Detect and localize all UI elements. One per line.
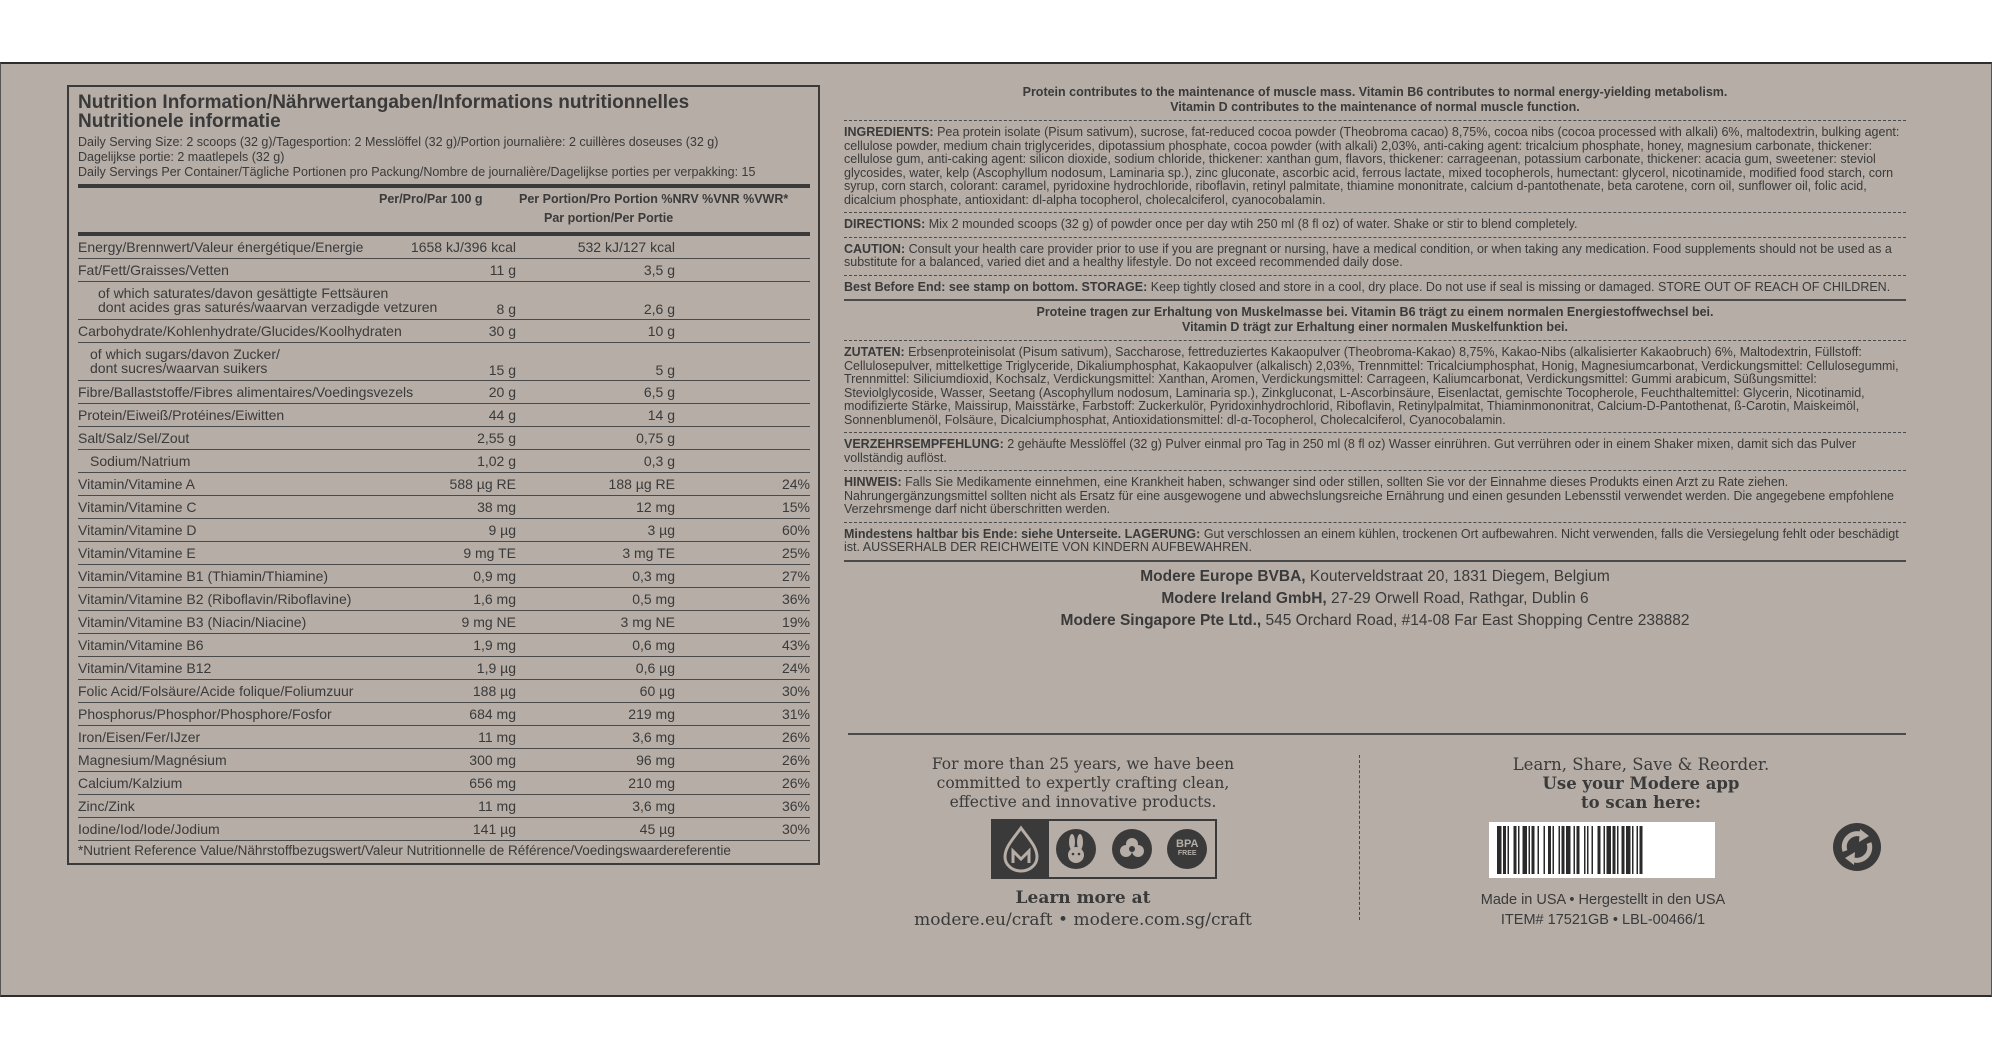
- serving-size: Daily Serving Size: 2 scoops (32 g)/Tagesportion: 2 Messlöffel (32 g)/Portion journalière: 2 cuillères doseuses (32 g): [78, 135, 719, 149]
- barcode-bar: [1514, 826, 1517, 874]
- nutrient-label: Magnesium/Magnésium: [78, 752, 227, 768]
- nutrient-label: Vitamin/Vitamine E: [78, 545, 196, 561]
- value-per-portion: 5 g: [655, 362, 675, 378]
- recycle-icon: [1831, 821, 1883, 873]
- table-row: [78, 343, 810, 381]
- value-per-portion: 3 mg NE: [620, 614, 675, 630]
- header-per100: Per/Pro/Par 100 g: [379, 192, 483, 206]
- value-per-100g: 188 µg: [472, 683, 516, 699]
- table-row: [78, 795, 810, 818]
- info-panel: [844, 85, 1906, 632]
- table-header: [78, 188, 810, 236]
- value-per-portion: 3,5 g: [643, 262, 675, 278]
- craft-urls[interactable]: modere.eu/craft • modere.com.sg/craft: [914, 910, 1252, 930]
- barcode-bar: [1562, 826, 1565, 874]
- value-per-100g: 684 mg: [469, 706, 516, 722]
- value-per-portion: 0,75 g: [636, 430, 675, 446]
- value-per-portion: 6,5 g: [643, 384, 675, 400]
- craft-statement: [908, 755, 1258, 812]
- caution-en: CAUTION: Consult your health care provider prior to use if you are pregnant or nursing, have a medical condition, or when taking any medication. Food supplements should not be used as a substitute for a balanced, varied diet and a healthy lifestyle. Do not exceed recommended daily dose.: [844, 241, 1892, 269]
- nutrient-label: Phosphorus/Phosphor/Phosphore/Fosfor: [78, 706, 332, 722]
- modere-logo-icon: [993, 821, 1049, 877]
- value-per-portion: 3,6 mg: [632, 729, 675, 745]
- value-per-100g: 1,6 mg: [473, 591, 516, 607]
- value-nrv: 26%: [781, 752, 810, 768]
- claim-line: Vitamin D trägt zur Erhaltung einer normalen Muskelfunktion bei.: [1182, 320, 1568, 334]
- barcode-bar: [1508, 826, 1510, 874]
- table-row: [78, 542, 810, 565]
- learn-more: [908, 887, 1258, 931]
- nutrient-label: Salt/Salz/Sel/Zout: [78, 430, 190, 446]
- value-nrv: 60%: [781, 522, 810, 538]
- table-row: [78, 634, 810, 657]
- origin-info: [1378, 890, 1828, 930]
- nutrient-label: Vitamin/Vitamine C: [78, 499, 197, 515]
- value-per-100g: 588 µg RE: [449, 476, 516, 492]
- storage-en: Best Before End: see stamp on bottom. STORAGE: Keep tightly closed and store in a cool, dry place. Do not use if seal is missing or damaged. STORE OUT OF REACH OF CHILDREN.: [844, 279, 1891, 294]
- table-row: [78, 404, 810, 427]
- value-per-100g: 11 mg: [478, 729, 516, 745]
- value-per-100g: 0,9 mg: [473, 568, 516, 584]
- barcode-bar: [1574, 826, 1576, 874]
- nutrient-label: Energy/Brennwert/Valeur énergétique/Energie: [78, 239, 364, 255]
- table-row: [78, 320, 810, 343]
- table-row: [78, 703, 810, 726]
- address-ireland: Modere Ireland GmbH, 27-29 Orwell Road, Rathgar, Dublin 6: [1161, 589, 1589, 607]
- nutrient-label: Vitamin/Vitamine B1 (Thiamin/Thiamine): [78, 568, 329, 584]
- table-row: [78, 282, 810, 320]
- table-row: [78, 519, 810, 542]
- value-per-portion: 2,6 g: [643, 301, 675, 317]
- nutrient-label: Zinc/Zink: [78, 798, 135, 814]
- nutrient-label: Iron/Eisen/Fer/IJzer: [78, 729, 201, 745]
- address-singapore: Modere Singapore Pte Ltd., 545 Orchard Road, #14-08 Far East Shopping Centre 238882: [1060, 611, 1690, 629]
- nutrient-label: Vitamin/Vitamine B3 (Niacin/Niacine): [78, 614, 307, 630]
- value-nrv: 24%: [781, 660, 810, 676]
- table-row: [78, 611, 810, 634]
- value-per-100g: 9 µg: [488, 522, 516, 538]
- value-per-100g: 30 g: [488, 323, 516, 339]
- table-row: [78, 496, 810, 519]
- value-nrv: 30%: [781, 683, 810, 699]
- nutrient-label: Vitamin/Vitamine D: [78, 522, 197, 538]
- app-line: Learn, Share, Save & Reorder.: [1512, 755, 1770, 774]
- barcode-bar: [1626, 826, 1631, 874]
- health-claims-de: [844, 305, 1906, 335]
- barcode-bar: [1592, 826, 1594, 874]
- nutrient-label: Iodine/Iod/Iode/Jodium: [78, 821, 220, 837]
- barcode-bar: [1518, 826, 1520, 874]
- value-nrv: 36%: [781, 798, 810, 814]
- table-row: [78, 450, 810, 473]
- made-in: Made in USA • Hergestellt in den USA: [1480, 892, 1726, 908]
- value-per-portion: 532 kJ/127 kcal: [577, 239, 675, 255]
- barcode-bar: [1584, 826, 1586, 874]
- value-per-portion: 219 mg: [628, 706, 675, 722]
- table-row: [78, 749, 810, 772]
- value-per-portion: 0,5 mg: [632, 591, 675, 607]
- serving-info: [78, 135, 810, 180]
- value-per-portion: 3 µg: [647, 522, 675, 538]
- nutrition-title: Nutrition Information/Nährwertangaben/Informations nutritionnelles: [78, 92, 690, 113]
- value-per-100g: 20 g: [488, 384, 516, 400]
- barcode[interactable]: [1489, 822, 1715, 878]
- app-line: to scan here:: [1581, 793, 1701, 812]
- serving-size-nl: Dagelijkse portie: 2 maatlepels (32 g): [78, 150, 285, 164]
- table-row: [78, 236, 810, 259]
- value-per-portion: 0,6 µg: [635, 660, 675, 676]
- barcode-bar: [1622, 826, 1625, 874]
- hinweis-de: HINWEIS: Falls Sie Medikamente einnehmen, eine Krankheit haben, schwanger sind oder stillen, sollten Sie vor der Einnahme dieses Produkts einen Arzt zu Rate ziehen. Nahrungergänzungsmittel sollten nicht als Ersatz für eine ausgewogene und abwechslungsreiche Ernährung und einen gesunden Lebensstil verwendet werden. Die angegebene empfohlene Verzehrsmenge darf nicht überschritten werden.: [844, 475, 1895, 516]
- barcode-bar: [1566, 826, 1571, 874]
- app-line: Use your Modere app: [1542, 774, 1740, 793]
- nutrient-label: Carbohydrate/Kohlenhydrate/Glucides/Koolhydraten: [78, 323, 402, 339]
- nutrition-panel: [67, 85, 820, 865]
- barcode-bar: [1613, 826, 1616, 874]
- verzehr-de: VERZEHRSEMPFEHLUNG: 2 gehäufte Messlöffel (32 g) Pulver einmal pro Tag in 250 ml (8 fl oz) Wasser einrühren. Gut verrühren oder in einem Shaker mixen, damit sich das Pulver vollständig auflöst.: [844, 437, 1856, 465]
- learn-more-label: Learn more at: [1015, 888, 1151, 908]
- barcode-bar: [1577, 826, 1580, 874]
- value-per-portion: 0,6 mg: [632, 637, 675, 653]
- barcode-bar: [1553, 826, 1555, 874]
- value-per-portion: 10 g: [647, 323, 675, 339]
- value-per-100g: 15 g: [488, 362, 516, 378]
- nutrient-label: of which saturates/davon gesättigte Fettsäuren dont acides gras saturés/waarvan verzadigde vetzuren: [98, 285, 438, 315]
- value-nrv: 15%: [781, 499, 810, 515]
- value-nrv: 27%: [781, 568, 810, 584]
- value-nrv: 25%: [781, 545, 810, 561]
- value-nrv: 24%: [781, 476, 810, 492]
- value-per-100g: 1658 kJ/396 kcal: [410, 239, 516, 255]
- barcode-bar: [1529, 826, 1531, 874]
- cruelty-free-bunny-icon: [1049, 821, 1105, 877]
- value-per-portion: 3,6 mg: [632, 798, 675, 814]
- nutrient-label: Protein/Eiweiß/Protéines/Eiwitten: [78, 407, 285, 423]
- value-per-portion: 45 µg: [639, 821, 675, 837]
- table-row: [78, 427, 810, 450]
- health-claims-en: [844, 85, 1906, 115]
- value-nrv: 19%: [781, 614, 810, 630]
- claim-line: Protein contributes to the maintenance of muscle mass. Vitamin B6 contributes to normal energy-yielding metabolism.: [1022, 85, 1728, 99]
- nutrient-label: Vitamin/Vitamine A: [78, 476, 195, 492]
- value-nrv: 43%: [781, 637, 810, 653]
- value-per-100g: 8 g: [496, 301, 516, 317]
- value-nrv: 31%: [781, 706, 810, 722]
- cotton-flower-icon: [1104, 821, 1160, 877]
- app-scan-text: [1378, 755, 1904, 812]
- craft-line: effective and innovative products.: [949, 793, 1217, 811]
- table-row: [78, 473, 810, 496]
- claim-line: Vitamin D contributes to the maintenance of normal muscle function.: [1170, 100, 1580, 114]
- value-nrv: 30%: [781, 821, 810, 837]
- nrv-footnote: *Nutrient Reference Value/Nährstoffbezugswert/Valeur Nutritionnelle de Référence/Voedingswaardereferentie: [78, 843, 731, 858]
- address-europe: Modere Europe BVBA, Kouterveldstraat 20, 1831 Diegem, Belgium: [1140, 567, 1610, 585]
- value-per-100g: 9 mg NE: [461, 614, 516, 630]
- table-row: [78, 565, 810, 588]
- value-per-100g: 1,9 µg: [476, 660, 516, 676]
- nutrient-label: Fibre/Ballaststoffe/Fibres alimentaires/Voedingsvezels: [78, 384, 414, 400]
- table-row: [78, 680, 810, 703]
- barcode-bar: [1598, 826, 1601, 874]
- barcode-bar: [1617, 826, 1619, 874]
- nutrition-table: [78, 236, 810, 841]
- barcode-bar: [1523, 826, 1528, 874]
- nutrition-title-nl: Nutritionele informatie: [78, 111, 281, 132]
- value-per-portion: 12 mg: [636, 499, 675, 515]
- barcode-bar: [1607, 826, 1612, 874]
- claim-line: Proteine tragen zur Erhaltung von Muskelmasse bei. Vitamin B6 trägt zu einem normalen Energiestoffwechsel bei.: [1036, 305, 1714, 319]
- value-per-100g: 44 g: [488, 407, 516, 423]
- value-per-100g: 300 mg: [469, 752, 516, 768]
- nutrient-label: of which sugars/davon Zucker/ dont sucres/waarvan suikers: [90, 346, 280, 376]
- barcode-bar: [1632, 826, 1634, 874]
- value-per-100g: 38 mg: [477, 499, 516, 515]
- table-row: [78, 772, 810, 795]
- table-row: [78, 381, 810, 404]
- nutrient-label: Fat/Fett/Graisses/Vetten: [78, 262, 229, 278]
- bpa-free-icon: BPA FREE: [1160, 821, 1216, 877]
- table-row: [78, 818, 810, 841]
- value-nrv: 26%: [781, 729, 810, 745]
- value-per-portion: 0,3 mg: [632, 568, 675, 584]
- value-per-portion: 60 µg: [639, 683, 675, 699]
- barcode-bar: [1637, 826, 1639, 874]
- nutrient-label: Vitamin/Vitamine B6: [78, 637, 204, 653]
- craft-line: For more than 25 years, we have been: [931, 755, 1235, 773]
- nutrient-label: Folic Acid/Folsäure/Acide folique/Foliumzuur: [78, 683, 354, 699]
- value-per-portion: 188 µg RE: [608, 476, 675, 492]
- haltbar-de: Mindestens haltbar bis Ende: siehe Unterseite. LAGERUNG: Gut verschlossen an einem kühlen, trockenen Ort aufbewahren. Nicht verwenden, falls die Versiegelung fehlt oder beschädigt ist. AUSSERHALB DER REICHWEITE VON KINDERN AUFBEWAHREN.: [844, 526, 1899, 554]
- table-row: [78, 657, 810, 680]
- value-per-portion: 96 mg: [636, 752, 675, 768]
- barcode-bar: [1503, 826, 1506, 874]
- barcode-bar: [1604, 826, 1606, 874]
- header-per-portion-2: Par portion/Per Portie: [544, 211, 674, 225]
- directions-en: DIRECTIONS: Mix 2 mounded scoops (32 g) of powder once per day wtih 250 ml (8 fl oz) of water. Shake or stir to blend completely.: [844, 217, 1578, 231]
- value-per-100g: 2,55 g: [477, 430, 516, 446]
- value-per-100g: 656 mg: [469, 775, 516, 791]
- value-per-100g: 1,02 g: [477, 453, 516, 469]
- nutrient-label: Vitamin/Vitamine B2 (Riboflavin/Riboflavine): [78, 591, 352, 607]
- zutaten-de: ZUTATEN: Erbsenproteinisolat (Pisum sativum), Saccharose, fettreduziertes Kakaopulver (Theobroma-Kakao) 8,75%, Kakao-Nibs (alkalisierter Kakaobruch) 6%, Maltodextrin, Füllstoff: Cellulosepulver, mittelkettige Triglyceride, Dikaliumphosphat, Kakaopulver (alkalisch) 2,03%, Trennmittel: Tricalciumphosphat, Honig, Magnesiumcarbonat, Verdickungsmittel: Cellulosegummi, Trennmittel: Siliciumdioxid, Kochsalz, Verdickungsmittel: Xanthan, Aromen, Verdickungsmittel: Carrageen, Kaliumcarbonat, Verdickungsmittel: Gummi arabicum, Süßungsmittel: Steviolglycoside, Wasser, Seetang (Ascophyllum nodosum, Laminaria sp.), Zinkgluconat, L-Ascorbinsäure, Eisenlactat, gemischte Tocopherole, Feuchthaltemittel: Glycerin, Nicotinamid, modifizierte Stärke, Maissirup, Maisstärke, Farbstoff: Zuckerkulör, Pyridoxinhydrochlorid, Riboflavin, Retinylpalmitat, Thiaminmononitrat, Calcium-D-Pantothenat, ß-Carotin, Maiskeimöl, Sonnenblumenöl, Folsäure, Dicalciumphosphat, Antioxidationsmittel: dl-α-Tocopherol, Cholecalciferol, Cyanocobalamin.: [844, 345, 1899, 427]
- servings-per-container: Daily Servings Per Container/Tägliche Portionen pro Packung/Nombre de journalière/Dagelijkse porties per verpakking: 15: [78, 165, 756, 179]
- value-per-100g: 9 mg TE: [463, 545, 516, 561]
- value-nrv: 26%: [781, 775, 810, 791]
- nutrient-label: Calcium/Kalzium: [78, 775, 183, 791]
- value-per-100g: 1,9 mg: [473, 637, 516, 653]
- barcode-bar: [1587, 826, 1589, 874]
- table-row: [78, 726, 810, 749]
- value-per-100g: 11 g: [489, 262, 516, 278]
- ingredients-en: INGREDIENTS: Pea protein isolate (Pisum sativum), sucrose, fat-reduced cocoa powder (Theobroma cacao) 8,75%, cocoa nibs (cocoa processed with alkali) 6%, maltodextrin, bulking agent: cellulose powder, medium chain triglycerides, dipotassium phosphate, cocoa powder (with alkali) 2,03%, anti-caking agent: tricalcium phosphate, honey, magnesium carbonate, thickener: cellulose gum, anti-caking agent: silicon dioxide, sodium chloride, thickener: xanthan gum, flavors, thickener: carrageenan, potassium carbonate, thickener: acacia gum, sweetener: steviol glycosides, water, kelp (Ascophyllum nodosum, Laminaria sp.), zinc gluconate, ascorbic acid, ferrous lactate, mixed tocopherols, humectant: glycerol, nicotinamide, modified food starch, corn syrup, corn starch, colorant: caramel, pyridoxine hydrochloride, riboflavin, retinyl palmitate, thiamine mononitrate, calcium d-pantothenate, beta carotene, corn oil, sunflower oil, folic acid, dicalcium phosphate, antioxidant: dl-alpha tocopherol, cholecalciferol, cyanocobalamin.: [844, 125, 1900, 207]
- value-per-portion: 0,3 g: [643, 453, 675, 469]
- table-row: [78, 259, 810, 282]
- barcode-bar: [1544, 826, 1546, 874]
- nutrient-label: Sodium/Natrium: [90, 453, 191, 469]
- value-per-portion: 3 mg TE: [622, 545, 675, 561]
- item-number: ITEM# 17521GB • LBL-00466/1: [1500, 912, 1706, 928]
- company-addresses: [844, 566, 1906, 632]
- barcode-bar: [1497, 826, 1502, 874]
- value-per-portion: 210 mg: [628, 775, 675, 791]
- barcode-bar: [1640, 826, 1643, 874]
- header-per-portion: Per Portion/Pro Portion %NRV %VNR %VWR*: [519, 192, 789, 206]
- value-per-100g: 141 µg: [472, 821, 516, 837]
- nutrient-label: Vitamin/Vitamine B12: [78, 660, 212, 676]
- barcode-bar: [1532, 826, 1535, 874]
- certification-icons: [991, 819, 1217, 879]
- value-per-100g: 11 mg: [478, 798, 516, 814]
- barcode-bar: [1548, 826, 1551, 874]
- craft-line: committed to expertly crafting clean,: [936, 774, 1230, 792]
- table-row: [78, 588, 810, 611]
- value-per-portion: 14 g: [647, 407, 675, 423]
- barcode-bar: [1559, 826, 1561, 874]
- bottom-section: [848, 733, 1906, 930]
- value-nrv: 36%: [781, 591, 810, 607]
- barcode-bar: [1538, 826, 1540, 874]
